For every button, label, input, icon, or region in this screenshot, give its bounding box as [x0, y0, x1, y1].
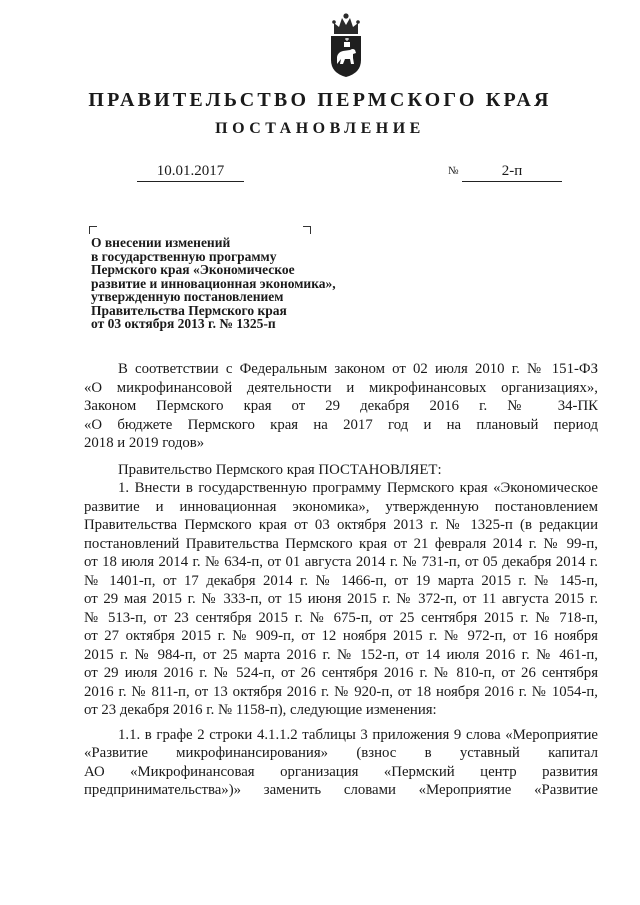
- body-line: предпринимательства»)» заменить словами «Мероприятие «Развитие: [84, 782, 598, 798]
- subject-line: от 03 октября 2013 г. № 1325-п: [91, 316, 276, 331]
- document-date: 10.01.2017: [137, 161, 244, 182]
- subject-line: Пермского края «Экономическое: [91, 262, 295, 277]
- document-body: [84, 360, 598, 800]
- body-line: № 513-п, от 23 сентября 2015 г. № 675-п, от 25 сентября 2015 г. № 718-п,: [84, 609, 598, 626]
- body-line: 1.1. в графе 2 строки 4.1.1.2 таблицы 3 приложения 9 слова «Мероприятие: [118, 726, 598, 743]
- body-line: 2018 и 2019 годов»: [84, 435, 205, 451]
- perm-krai-coat-of-arms-icon: [325, 12, 367, 78]
- document-number: 2-п: [462, 161, 562, 182]
- number-sign: №: [448, 165, 459, 177]
- subject-line: в государственную программу: [91, 248, 277, 264]
- body-line: от 23 декабря 2016 г. № 1158-п), следующие изменения:: [84, 702, 437, 718]
- subject-corner-left: [89, 226, 97, 234]
- body-line: от 29 июля 2016 г. № 524-п, от 26 сентября 2016 г. № 810-п, от 26 сентября: [84, 665, 598, 681]
- paragraph-resolves: Правительство Пермского края ПОСТАНОВЛЯЕТ:: [118, 461, 442, 478]
- paragraph-item-1-1: [84, 726, 598, 800]
- body-line: от 18 июля 2014 г. № 634-п, от 01 августа 2014 г. № 731-п, от 05 декабря 2014 г.: [84, 554, 598, 570]
- body-line: Правительства Пермского края от 03 октября 2013 г. № 1325-п (в редакции: [84, 517, 598, 533]
- body-line: АО «Микрофинансовая организация «Пермский центр развития: [84, 763, 598, 780]
- subject-line: развитие и инновационная экономика»,: [91, 275, 336, 291]
- document-subject: [91, 236, 391, 331]
- paragraph-item-1: [84, 479, 598, 720]
- organization-name: ПРАВИТЕЛЬСТВО ПЕРМСКОГО КРАЯ: [88, 89, 552, 111]
- body-line: от 29 мая 2015 г. № 333-п, от 15 июня 2015 г. № 372-п, от 11 августа 2015 г.: [84, 591, 598, 607]
- body-line: В соответствии с Федеральным законом от 02 июля 2010 г. № 151-ФЗ: [118, 361, 598, 377]
- body-line: от 27 октября 2015 г. № 909-п, от 12 ноября 2015 г. № 972-п, от 16 ноября: [84, 628, 598, 644]
- paragraph-preamble: [84, 360, 598, 453]
- body-line: 2016 г. № 811-п, от 13 октября 2016 г. № 920-п, от 18 ноября 2016 г. № 1054-п,: [84, 683, 598, 700]
- body-line: «Развитие микрофинансирования» (взнос в уставный капитал: [84, 745, 598, 761]
- body-line: 1. Внести в государственную программу Пермского края «Экономическое: [118, 480, 598, 496]
- body-line: развитие и инновационная экономика», утвержденную постановлением: [84, 498, 598, 515]
- subject-corner-right: [303, 226, 311, 234]
- body-line: № 1401-п, от 17 декабря 2014 г. № 1466-п, от 19 марта 2015 г. № 145-п,: [84, 572, 598, 589]
- subject-line: О внесении изменений: [91, 235, 231, 250]
- body-line: постановлений Правительства Пермского края от 21 февраля 2014 г. № 99-п,: [84, 535, 598, 552]
- subject-line: Правительства Пермского края: [91, 302, 287, 318]
- document-type: ПОСТАНОВЛЕНИЕ: [215, 120, 425, 137]
- body-line: 2015 г. № 984-п, от 25 марта 2016 г. № 152-п, от 14 июля 2016 г. № 461-п,: [84, 646, 598, 663]
- subject-line: утвержденную постановлением: [91, 289, 284, 304]
- body-line: «О бюджете Пермского края на 2017 год и на плановый период: [84, 416, 598, 433]
- body-line: Законом Пермского края от 29 декабря 2016 г. № 34-ПК: [84, 398, 598, 414]
- body-line: «О микрофинансовой деятельности и микрофинансовых организациях»,: [84, 379, 598, 396]
